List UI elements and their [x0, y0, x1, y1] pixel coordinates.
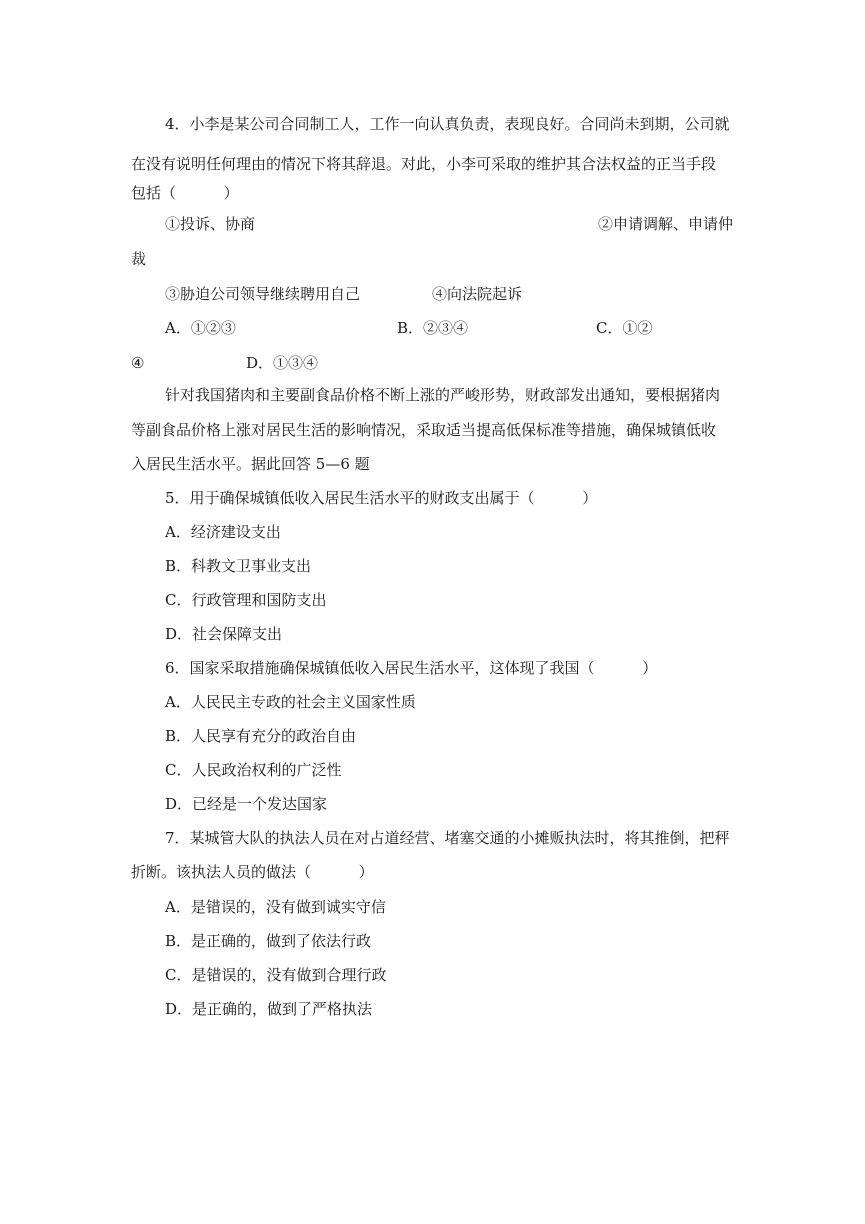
q4-item-3: ③胁迫公司领导继续聘用自己	[165, 285, 361, 303]
passage-line-1: 针对我国猪肉和主要副食品价格不断上涨的严峻形势，财政部发出通知，要根据猪肉	[165, 386, 721, 404]
q4-option-c-cont: ④	[131, 354, 145, 372]
q7-option-d: D．是正确的，做到了严格执法	[165, 1000, 373, 1018]
q5-option-b: B．科教文卫事业支出	[165, 557, 312, 575]
q4-item-2-cont: 裁	[131, 250, 147, 268]
q7-stem-line-2: 折断。该执法人员的做法（ ）	[131, 863, 374, 881]
q4-stem-line-3: 包括（ ）	[131, 184, 239, 202]
q4-item-4: ④向法院起诉	[432, 285, 523, 303]
q7-option-a: A．是错误的，没有做到诚实守信	[165, 898, 386, 916]
q4-option-b: B．②③④	[397, 319, 469, 337]
q4-option-d: D．①③④	[246, 354, 319, 372]
q6-option-a: A．人民民主专政的社会主义国家性质	[165, 693, 416, 711]
q6-option-d: D．已经是一个发达国家	[165, 795, 328, 813]
q5-stem: 5．用于确保城镇低收入居民生活水平的财政支出属于（ ）	[165, 489, 598, 507]
q5-option-c: C．行政管理和国防支出	[165, 591, 327, 609]
q7-stem-line-1: 7．某城管大队的执法人员在对占道经营、堵塞交通的小摊贩执法时，将其推倒，把秤	[165, 829, 730, 847]
q7-option-c: C．是错误的，没有做到合理行政	[165, 966, 387, 984]
q4-stem-line-1: 4．小李是某公司合同制工人，工作一向认真负责，表现良好。合同尚未到期，公司就	[165, 115, 730, 133]
q7-option-b: B．是正确的，做到了依法行政	[165, 932, 372, 950]
q4-stem-line-2: 在没有说明任何理由的情况下将其辞退。对此，小李可采取的维护其合法权益的正当手段	[131, 155, 717, 173]
q6-stem: 6．国家采取措施确保城镇低收入居民生活水平，这体现了我国（ ）	[165, 659, 658, 677]
passage-line-3: 入居民生活水平。据此回答 5—6 题	[131, 455, 370, 473]
passage-line-2: 等副食品价格上涨对居民生活的影响情况，采取适当提高低保标准等措施，确保城镇低收	[131, 421, 717, 439]
q4-item-2: ②申请调解、申请仲	[598, 215, 734, 233]
q4-item-1: ①投诉、协商	[165, 215, 256, 233]
q6-option-b: B．人民享有充分的政治自由	[165, 727, 357, 745]
q5-option-a: A．经济建设支出	[165, 523, 281, 541]
q4-option-c: C．①②	[596, 319, 653, 337]
q6-option-c: C．人民政治权利的广泛性	[165, 761, 342, 779]
q5-option-d: D．社会保障支出	[165, 625, 283, 643]
q4-option-a: A．①②③	[165, 319, 236, 337]
